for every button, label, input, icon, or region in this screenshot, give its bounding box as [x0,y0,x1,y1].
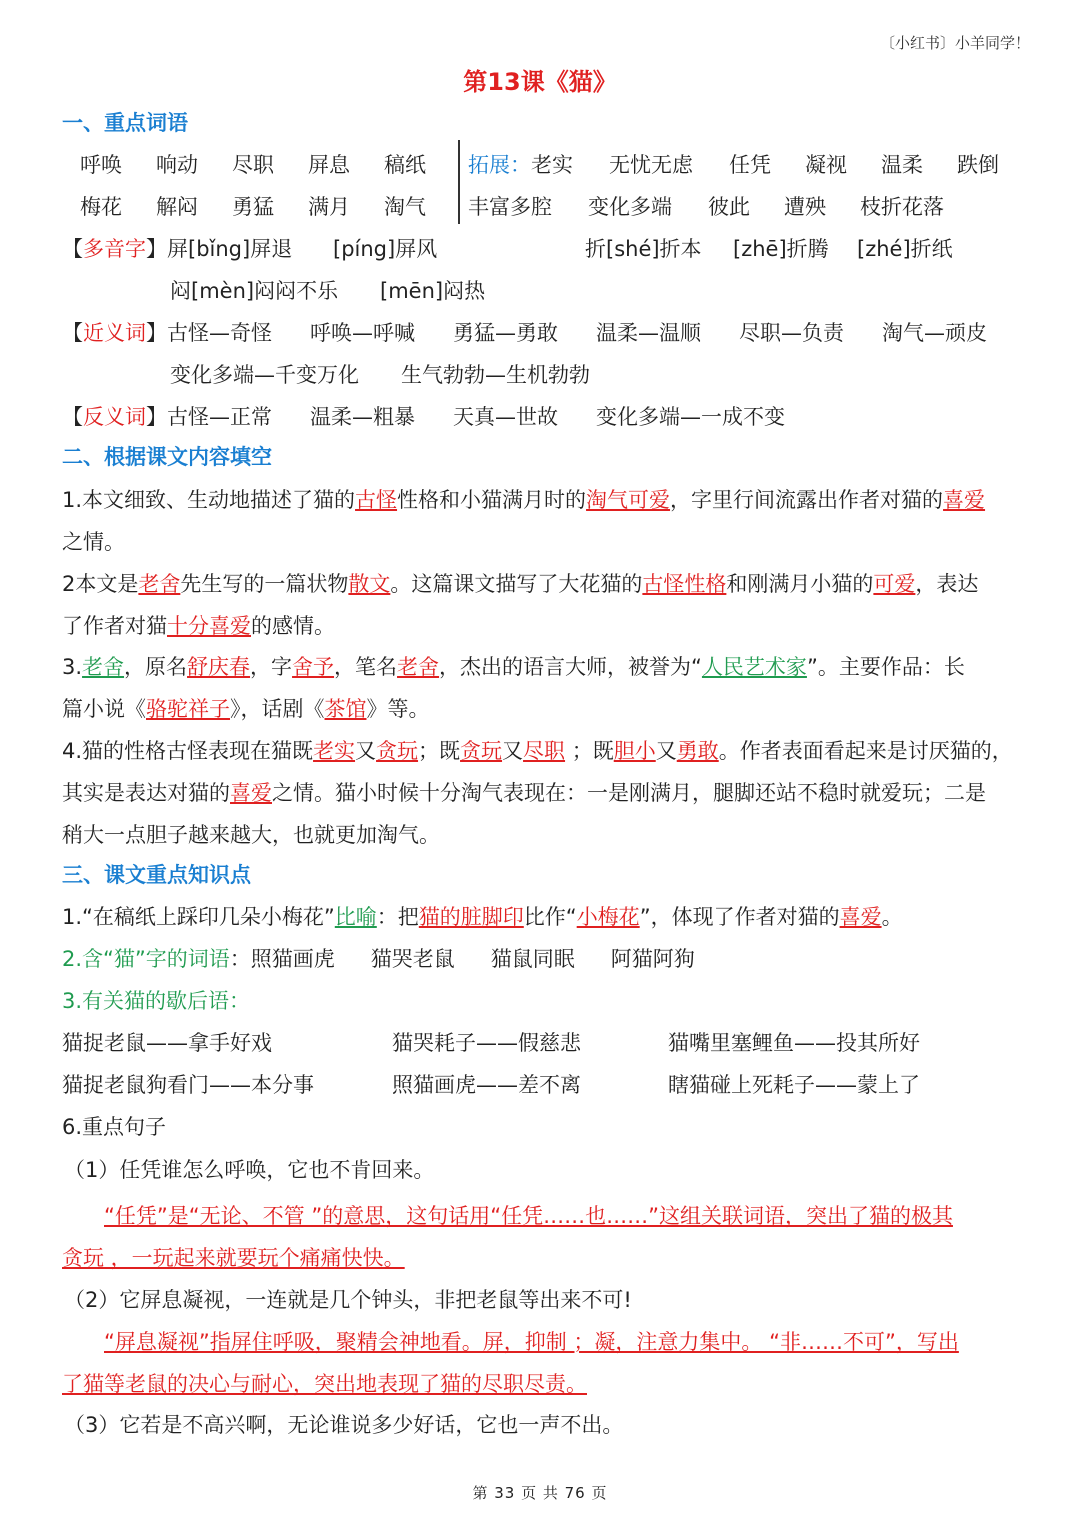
fill-paragraph-4-end: 稍大一点胆子越来越大，也就更加淘气。 [62,823,440,847]
answer: 舒庆春 [187,655,251,679]
answer: 骆驼祥子 [146,697,230,721]
word: 丰富多腔 [468,195,552,219]
answer: 茶馆 [324,697,367,721]
word: 照猫画虎 [250,947,335,971]
xiehouyu: 猫哭耗子——假慈悲 [392,1031,581,1055]
sentence-2-explanation: “屏息凝视”指屏住呼吸，聚精会神地看。屏，抑制 ；凝，注意力集中。 “非……不可”，写出 [104,1330,959,1354]
fill-paragraph-4: 4.猫的性格古怪表现在猫既老实又贪玩；既贪玩又尽职 ；既胆小又勇敢。作者表面看起来是讨厌猫的， [62,739,1013,763]
fill-paragraph-4-cont: 其实是表达对猫的喜爱之情。猫小时候十分淘气表现在：一是刚满月，腿脚还站不稳时就爱玩；二是 [62,781,986,805]
word: 枝折花落 [860,195,944,219]
answer: 喜爱 [839,905,882,929]
sentence-2-explanation-cont: 了猫等老鼠的决心与耐心，突出地表现了猫的尽职尽责。 [62,1372,587,1396]
word: 无忧无虑 [609,153,693,177]
sentence-1-explanation-cont: 贪玩 ，一玩起来就要玩个痛痛快快。 [62,1246,405,1270]
fill-paragraph-2-cont: 了作者对猫十分喜爱的感情。 [62,614,335,638]
polyphone-item: [zhē]折腾 [733,237,829,261]
word: 凝视 [805,153,847,177]
answer: 小梅花 [576,905,640,929]
xiehouyu: 猫捉老鼠——拿手好戏 [62,1031,272,1055]
fill-paragraph-3: 3.老舍，原名舒庆春，字舍予，笔名老舍，杰出的语言大师，被誉为“人民艺术家”。主要作品：长 [62,655,965,679]
section-3-heading: 三、课文重点知识点 [62,863,251,887]
page-title: 第13课《猫》 [463,68,617,96]
word: 老实 [531,153,573,177]
answer: 老舍 [82,655,125,679]
knowledge-point-2: 2.含“猫”字的词语：照猫画虎 猫哭老鼠 猫鼠同眠 阿猫阿狗 [62,944,695,974]
synonym-pair: 生气勃勃—生机勃勃 [401,363,590,387]
answer: 可爱 [873,572,916,596]
word: 猫鼠同眠 [490,947,575,971]
cat-words-label: 2.含“猫”字的词语 [62,947,230,971]
word: 屏息 [308,153,350,177]
word: 解闷 [156,195,198,219]
xiehouyu-label: 3.有关猫的歇后语： [62,989,251,1013]
word: 呼唤 [80,153,122,177]
answer: 老实 [313,739,356,763]
page-footer: 第 33 页 共 76 页 [472,1484,608,1502]
synonym-label: 近义词 [83,321,146,345]
answer: 十分喜爱 [167,614,251,638]
word: 遭殃 [784,195,826,219]
polyphone-row-2 [170,276,485,306]
polyphone-item: [mēn]闷热 [380,279,486,303]
fill-paragraph-2: 2本文是老舍先生写的一篇状物散文。这篇课文描写了大花猫的古怪性格和刚满月小猫的可爱，表达 [62,572,979,596]
word-row-1 [80,150,460,180]
answer: 比喻 [334,905,377,929]
section-1-heading: 一、重点词语 [62,111,188,135]
antonym-label: 反义词 [83,405,146,429]
answer: 胆小 [613,739,656,763]
extension-row-1 [468,150,999,180]
answer: 猫的脏脚印 [418,905,524,929]
xiehouyu: 猫嘴里塞鲤鱼——投其所好 [668,1031,920,1055]
answer: 淘气可爱 [586,488,671,512]
synonym-pair: 温柔—温顺 [596,321,701,345]
answer: 舍予 [292,655,335,679]
xiehouyu: 瞎猫碰上死耗子——蒙上了 [668,1073,920,1097]
synonym-row-1: 【近义词】古怪—奇怪 呼唤—呼喊 勇猛—勇敢 温柔—温顺 尽职—负责 淘气—顽皮 [62,318,987,348]
answer: 勇敢 [676,739,719,763]
antonym-row: 【反义词】古怪—正常 温柔—粗暴 天真—世故 变化多端—一成不变 [62,402,785,432]
extension-row-2 [468,192,944,222]
word: 任凭 [729,153,771,177]
antonym-pair: 变化多端—一成不变 [596,405,785,429]
antonym-pair: 古怪—正常 [167,405,272,429]
polyphone-label: 多音字 [83,237,146,261]
divider [458,140,460,224]
synonym-pair: 勇猛—勇敢 [453,321,558,345]
polyphone-item: 屏[bǐng]屏退 [167,237,293,261]
answer: 喜爱 [943,488,986,512]
key-sentences-label: 6.重点句子 [62,1115,167,1139]
fill-paragraph-1-cont: 之情。 [62,530,125,554]
antonym-pair: 温柔—粗暴 [310,405,415,429]
xiehouyu: 照猫画虎——差不离 [392,1073,581,1097]
answer: 贪玩 [376,739,419,763]
answer: 古怪性格 [642,572,727,596]
word: 变化多端 [588,195,672,219]
answer: 贪玩 [460,739,503,763]
polyphone-item: 闷[mèn]闷闷不乐 [170,279,339,303]
knowledge-point-1: 1.“在稿纸上踩印几朵小梅花”比喻：把猫的脏脚印比作“小梅花”，体现了作者对猫的喜爱。 [62,905,903,929]
answer: 老舍 [138,572,181,596]
xiehouyu-row-1 [62,1028,920,1058]
answer: 人民艺术家 [701,655,807,679]
xiehouyu-row-2 [62,1070,920,1100]
answer: 古怪 [355,488,398,512]
polyphone-item: 折[shé]折本 [585,237,702,261]
word: 阿猫阿狗 [610,947,695,971]
word: 尽职 [232,153,274,177]
word: 满月 [308,195,350,219]
extension-label: 拓展： [468,153,531,177]
synonym-pair: 呼唤—呼喊 [310,321,415,345]
sentence-1: （1）任凭谁怎么呼唤，它也不肯回来。 [64,1158,435,1182]
synonym-row-2 [170,360,590,390]
word: 梅花 [80,195,122,219]
synonym-pair: 古怪—奇怪 [167,321,272,345]
xiehouyu: 猫捉老鼠狗看门——本分事 [62,1073,314,1097]
sentence-1-explanation: “任凭”是“无论、不管 ”的意思，这句话用“任凭……也……”这组关联词语，突出了猫的极其 [104,1204,953,1228]
word: 彼此 [708,195,750,219]
synonym-pair: 尽职—负责 [739,321,844,345]
antonym-pair: 天真—世故 [453,405,558,429]
synonym-pair: 变化多端—千变万化 [170,363,359,387]
word: 猫哭老鼠 [370,947,455,971]
word: 稿纸 [384,153,426,177]
word: 淘气 [384,195,426,219]
answer: 尽职 [523,739,566,763]
synonym-pair: 淘气—顽皮 [882,321,987,345]
word: 勇猛 [232,195,274,219]
answer: 喜爱 [230,781,272,805]
polyphone-item: [píng]屏风 [333,237,438,261]
fill-paragraph-1: 1.本文细致、生动地描述了猫的古怪性格和小猫满月时的淘气可爱，字里行间流露出作者对猫的喜爱 [62,488,986,512]
sentence-3: （3）它若是不高兴啊，无论谁说多少好话，它也一声不出。 [64,1413,624,1437]
word: 跌倒 [957,153,999,177]
fill-paragraph-3-cont: 篇小说《骆驼祥子》，话剧《茶馆》等。 [62,697,430,721]
polyphone-item: [zhé]折纸 [857,237,953,261]
answer: 老舍 [397,655,440,679]
polyphone-row-1: 【多音字】屏[bǐng]屏退 [píng]屏风 折[shé]折本 [zhē]折腾 [zhé]折纸 [62,234,953,264]
answer: 散文 [348,572,391,596]
word: 温柔 [881,153,923,177]
word-row-2 [80,192,460,222]
section-2-heading: 二、根据课文内容填空 [62,445,272,469]
sentence-2: （2）它屏息凝视，一连就是几个钟头，非把老鼠等出来不可! [64,1288,632,1312]
word: 响动 [156,153,198,177]
watermark: 〔小红书〕小羊同学！ [879,34,1030,52]
